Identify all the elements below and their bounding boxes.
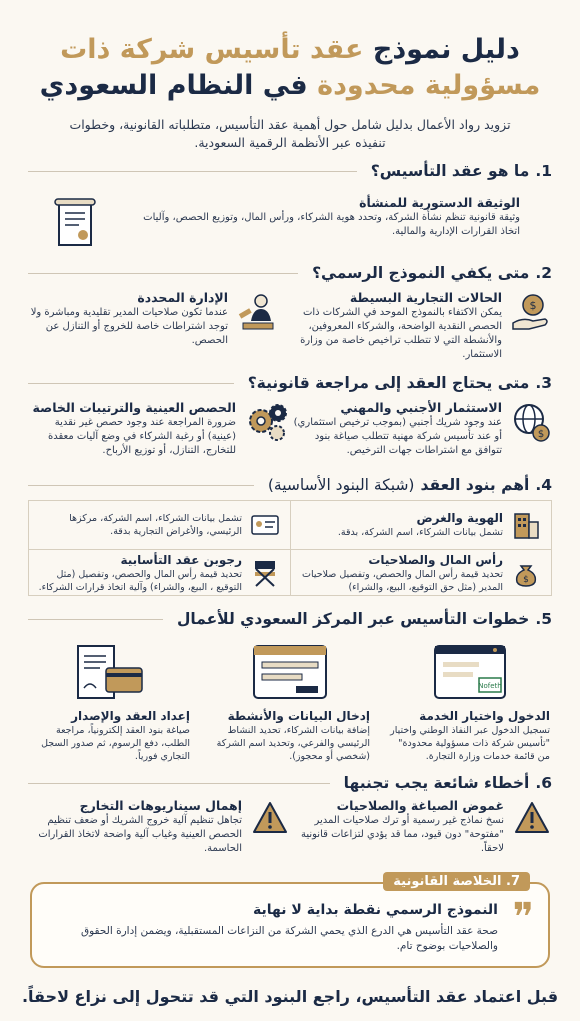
item-title: غموض الصياغة والصلاحيات — [336, 798, 504, 813]
clause-title: رأس المال والصلاحيات — [368, 552, 503, 567]
step-text: صياغة بنود العقد إلكترونياً، مراجعة الطلب، دفع الرسوم، ثم صدور السجل التجاري فورياً. — [41, 725, 190, 762]
item-text: ضرورة المراجعة عند وجود حصص غير نقدية (عينية) أو رغبة الشركاء في وضع آليات معقدة للتخارج، التنازل، أو توزيع الأرباح. — [47, 417, 236, 456]
footer-note: قبل اعتماد عقد التأسيس، راجع البنود التي قد تتحول إلى نزاع لاحقاً. — [21, 987, 559, 1006]
step-title: إعداد العقد والإصدار — [71, 709, 190, 723]
section-6 — [28, 774, 552, 792]
step-text: تسجيل الدخول عبر النفاذ الوطني واختيار "تأسيس شركة ذات مسؤولية محدودة" من قائمة خدمات وزارة التجارة. — [390, 725, 550, 762]
item-title: الحصص العينية والترتيبات الخاصة — [32, 400, 236, 415]
item-text: نسخ نماذج غير رسمية أو ترك صلاحيات المدير "مفتوحة" دون قيود، مما قد يؤدي لتزاعات قانونية لاحقاً. — [300, 815, 504, 854]
clause-title: رجوبن عقد التأسابية — [120, 552, 242, 567]
step-title: إدخال البيانات والأنشطة — [227, 709, 370, 723]
clause-identity — [290, 501, 551, 549]
step-data-entry — [210, 640, 370, 763]
step-login — [390, 640, 550, 763]
section-heading: 5. خطوات التأسيس عبر المركز السعودي للأعمال — [28, 610, 552, 628]
title-part: عقد تأسيس شركة ذات — [60, 34, 364, 65]
money-bag-icon — [509, 558, 543, 588]
section-heading: 2. متى يكفي النموذج الرسمي؟ — [28, 264, 552, 282]
title-part: مسؤولية محدودة — [317, 70, 541, 101]
section-3 — [28, 374, 552, 392]
svg-text:$: $ — [523, 575, 529, 585]
title-line-2 — [0, 68, 580, 104]
browser-form-icon — [210, 640, 370, 702]
step-text: إضافة بيانات الشركاء، تحديد النشاط الرئيسي والفرعي، وتحديد اسم الشركة (شخصي أو محجوز). — [216, 725, 370, 762]
clause-details — [29, 501, 290, 549]
quote-icon: ❞ — [512, 895, 534, 941]
section-heading: 4. أهم بنود العقد (شبكة البنود الأساسية) — [28, 476, 552, 494]
warning-icon — [250, 798, 290, 838]
item-title: الاستثمار الأجنبي والمهني — [340, 400, 502, 415]
s6-item-b — [28, 798, 290, 856]
s2-item-b — [28, 290, 278, 348]
section-heading: 6. أخطاء شائعة يجب تجنبها — [28, 774, 552, 792]
s3-item-b — [28, 400, 290, 458]
title-part: في النظام السعودي — [39, 70, 318, 101]
item-text: عندما تكون صلاحيات المدير تقليدية ومباشرة ولا توجد اشتراطات خاصة للخروج أو التنازل عن الحصص. — [30, 307, 228, 346]
conclusion-title: النموذج الرسمي نقطة بداية لا نهاية — [253, 902, 498, 918]
clause-title: الهوية والغرض — [416, 511, 503, 525]
section-1 — [28, 162, 552, 180]
s2-item-a — [292, 290, 552, 362]
globe-coin-icon — [510, 400, 552, 444]
item-text: تجاهل تنظيم آلية خروج الشريك أو ضعف تنظيم الحصص العينية وغياب آلية واضحة لاتخاذ القرارات الحاسمة. — [38, 815, 242, 854]
clause-text: تحديد قيمة رأس المال والحصص، وتفصيل صلاحيات المدير (مثل حق التوقيع، البيع، والشراء) — [302, 568, 503, 593]
warning-icon — [512, 798, 552, 838]
item-title: إهمال سيناريوهات التخارج — [79, 798, 242, 813]
login-window-icon — [390, 640, 550, 702]
section-5 — [28, 610, 552, 628]
section-4 — [28, 476, 552, 494]
document-scroll-icon — [50, 195, 102, 251]
title-line-1 — [0, 32, 580, 68]
s1-item — [50, 195, 520, 251]
item-text: يمكن الاكتفاء بالنموذج الموحد في الشركات ذات الحصص النقدية الواضحة، والشركاء المعروفين، والأنشطة التي لا تتطلب تراخيص خاصة من وزارة الاستثمار. — [300, 307, 502, 360]
clause-capital — [290, 549, 551, 597]
hand-coin-icon — [510, 290, 552, 334]
svg-text:$: $ — [529, 299, 537, 312]
page-title — [0, 0, 580, 104]
conclusion-text: صحة عقد التأسيس هي الدرع الذي يحمي الشركة من النزاعات المستقبلية، ويضمن إدارة الحقوق والصلاحيات بوضوح تام. — [80, 925, 498, 952]
conclusion-box — [30, 874, 550, 968]
step-title: الدخول واختيار الخدمة — [419, 709, 550, 723]
gears-icon — [244, 400, 290, 444]
step-issue — [30, 640, 190, 763]
building-icon — [509, 510, 543, 540]
judge-gavel-icon — [236, 290, 278, 334]
item-title: الإدارة المحددة — [137, 290, 228, 305]
item-title: الحالات التجارية البسيطة — [349, 290, 502, 305]
clause-text: تشمل بيانات الشركاء، اسم الشركة، بدقة. — [337, 527, 503, 538]
s6-item-a — [290, 798, 552, 856]
intro-text: تزويد رواد الأعمال بدليل شامل حول أهمية عقد التأسيس، متطلباته القانونية، وخطوات تنفيذه عبر الأنظمة الرقمية السعودية. — [69, 117, 511, 150]
item-text: عند وجود شريك أجنبي (بموجب ترخيص استثماري) أو عند تأسيس شركة مهنية تتطلب صياغة بنود تتوافق مع اشتراطات جهات الترخيص. — [293, 417, 502, 456]
item-title: الوثيقة الدستورية للمنشأة — [359, 195, 520, 210]
contract-card-icon — [30, 640, 190, 702]
clause-text: تحديد قيمة رأس المال والحصص، وتفصيل (مثل التوقيع ، البيع، والشراء) وآلية اتخاذ قرارات الشركاء. — [38, 568, 242, 593]
id-card-icon — [248, 513, 282, 537]
item-text: وثيقة قانونية تنظم نشأة الشركة، وتحدد هوية الشركاء، ورأس المال، وتوزيع الحصص، وآليات اتخاذ القرارات الإدارية والمالية. — [143, 212, 520, 237]
clause-director — [29, 549, 290, 597]
clauses-grid — [28, 500, 552, 596]
section-heading: 1. ما هو عقد التأسيس؟ — [28, 162, 552, 180]
section-heading: 3. متى يحتاج العقد إلى مراجعة قانونية؟ — [28, 374, 552, 392]
conclusion-tag: 7. الخلاصة القانونية — [383, 872, 530, 891]
nafath-badge: Nofeth — [478, 682, 502, 690]
svg-text:$: $ — [537, 429, 545, 440]
title-part: دليل نموذج — [363, 34, 520, 65]
section-2 — [28, 264, 552, 282]
clause-text: تشمل بيانات الشركاء، اسم الشركة، مركزها الرئيسي، والأغراض التجارية بدقة. — [69, 513, 242, 537]
s3-item-a — [292, 400, 552, 458]
director-chair-icon — [248, 558, 282, 588]
